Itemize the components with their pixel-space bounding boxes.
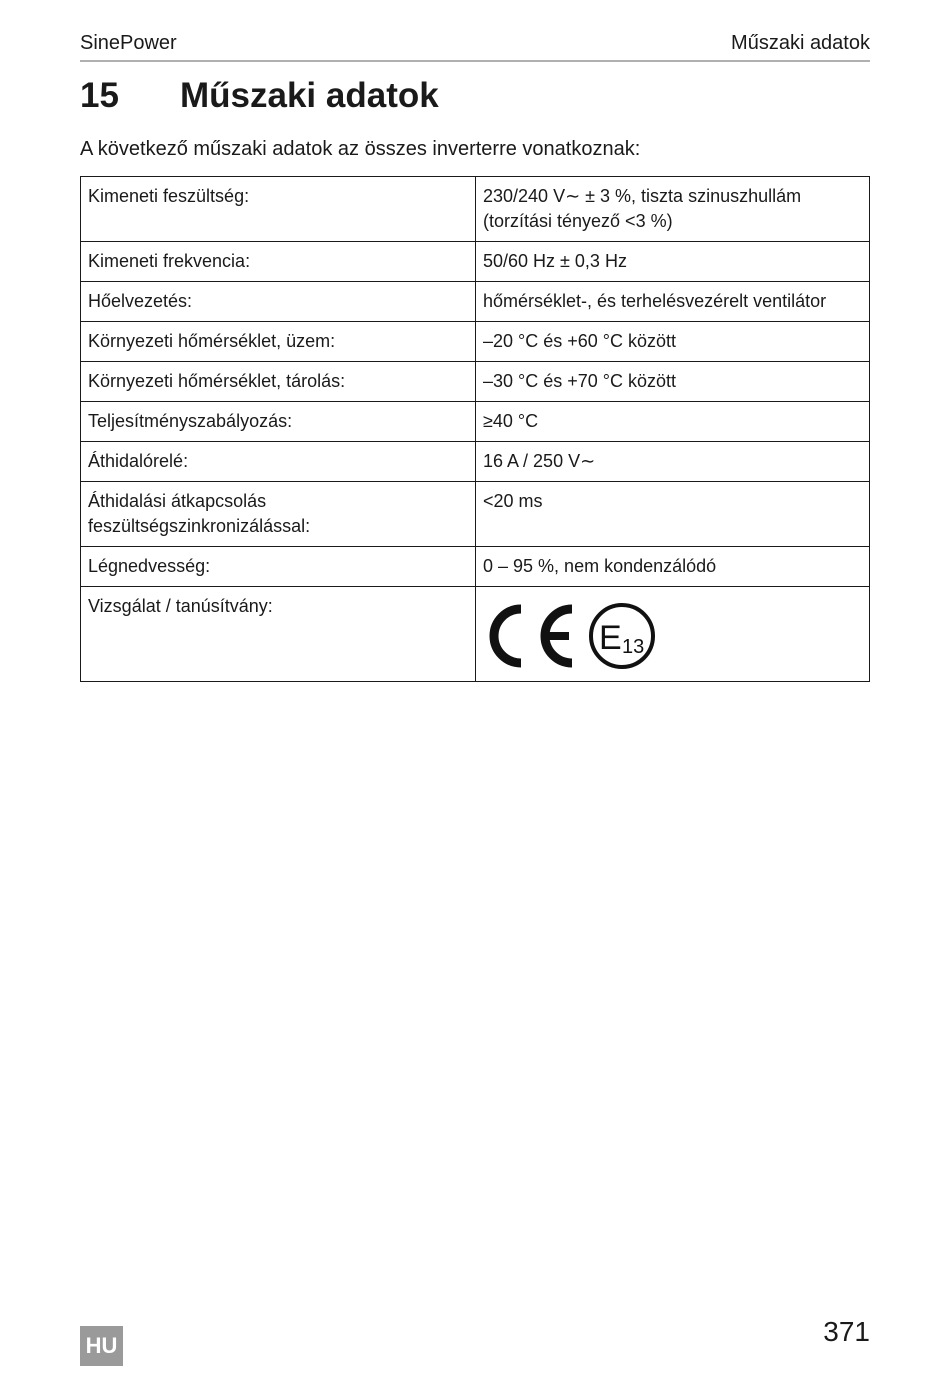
intro-text: A következő műszaki adatok az összes inverterre vonatkoznak:: [80, 138, 641, 160]
spec-label: Áthidalási átkapcsolás feszültségszinkronizálással:: [81, 482, 476, 547]
e-mark-icon: [587, 601, 657, 671]
spec-value: <20 ms: [476, 482, 870, 547]
page-header: [80, 30, 870, 62]
table-row: [81, 282, 870, 322]
spec-label: Hőelvezetés:: [81, 282, 476, 322]
table-row: [81, 547, 870, 587]
spec-value: 50/60 Hz ± 0,3 Hz: [476, 242, 870, 282]
ce-mark-icon: [483, 602, 579, 670]
table-row: [81, 322, 870, 362]
spec-label: Áthidalórelé:: [81, 442, 476, 482]
table-row: [81, 177, 870, 242]
certification-marks: [476, 587, 870, 682]
spec-value: –30 °C és +70 °C között: [476, 362, 870, 402]
table-row: [81, 587, 870, 682]
section-number: 15: [80, 76, 119, 115]
spec-label: Környezeti hőmérséklet, üzem:: [81, 322, 476, 362]
certification-label: Vizsgálat / tanúsítvány:: [81, 587, 476, 682]
table-row: [81, 362, 870, 402]
language-badge: HU: [80, 1326, 123, 1366]
spec-value: 230/240 V∼ ± 3 %, tiszta szinuszhullám (torzítási tényező <3 %): [476, 177, 870, 242]
table-row: [81, 442, 870, 482]
spec-label: Kimeneti feszültség:: [81, 177, 476, 242]
spec-value: hőmérséklet-, és terhelésvezérelt ventilátor: [476, 282, 870, 322]
spec-table: [80, 176, 870, 682]
spec-value: 16 A / 250 V∼: [476, 442, 870, 482]
table-row: [81, 482, 870, 547]
table-row: [81, 402, 870, 442]
spec-value: –20 °C és +60 °C között: [476, 322, 870, 362]
e-mark-number: 13: [622, 636, 645, 658]
table-row: [81, 242, 870, 282]
spec-value: ≥40 °C: [476, 402, 870, 442]
spec-label: Környezeti hőmérséklet, tárolás:: [81, 362, 476, 402]
spec-label: Légnedvesség:: [81, 547, 476, 587]
spec-value: 0 – 95 %, nem kondenzálódó: [476, 547, 870, 587]
spec-label: Kimeneti frekvencia:: [81, 242, 476, 282]
section-title: Műszaki adatok: [180, 76, 439, 115]
spec-label: Teljesítményszabályozás:: [81, 402, 476, 442]
section-heading: [80, 76, 439, 116]
e-mark-letter: E: [599, 619, 622, 657]
page-number: 371: [823, 1316, 870, 1347]
header-chapter-name: Műszaki adatok: [731, 32, 870, 54]
header-product-name: SinePower: [80, 32, 177, 54]
